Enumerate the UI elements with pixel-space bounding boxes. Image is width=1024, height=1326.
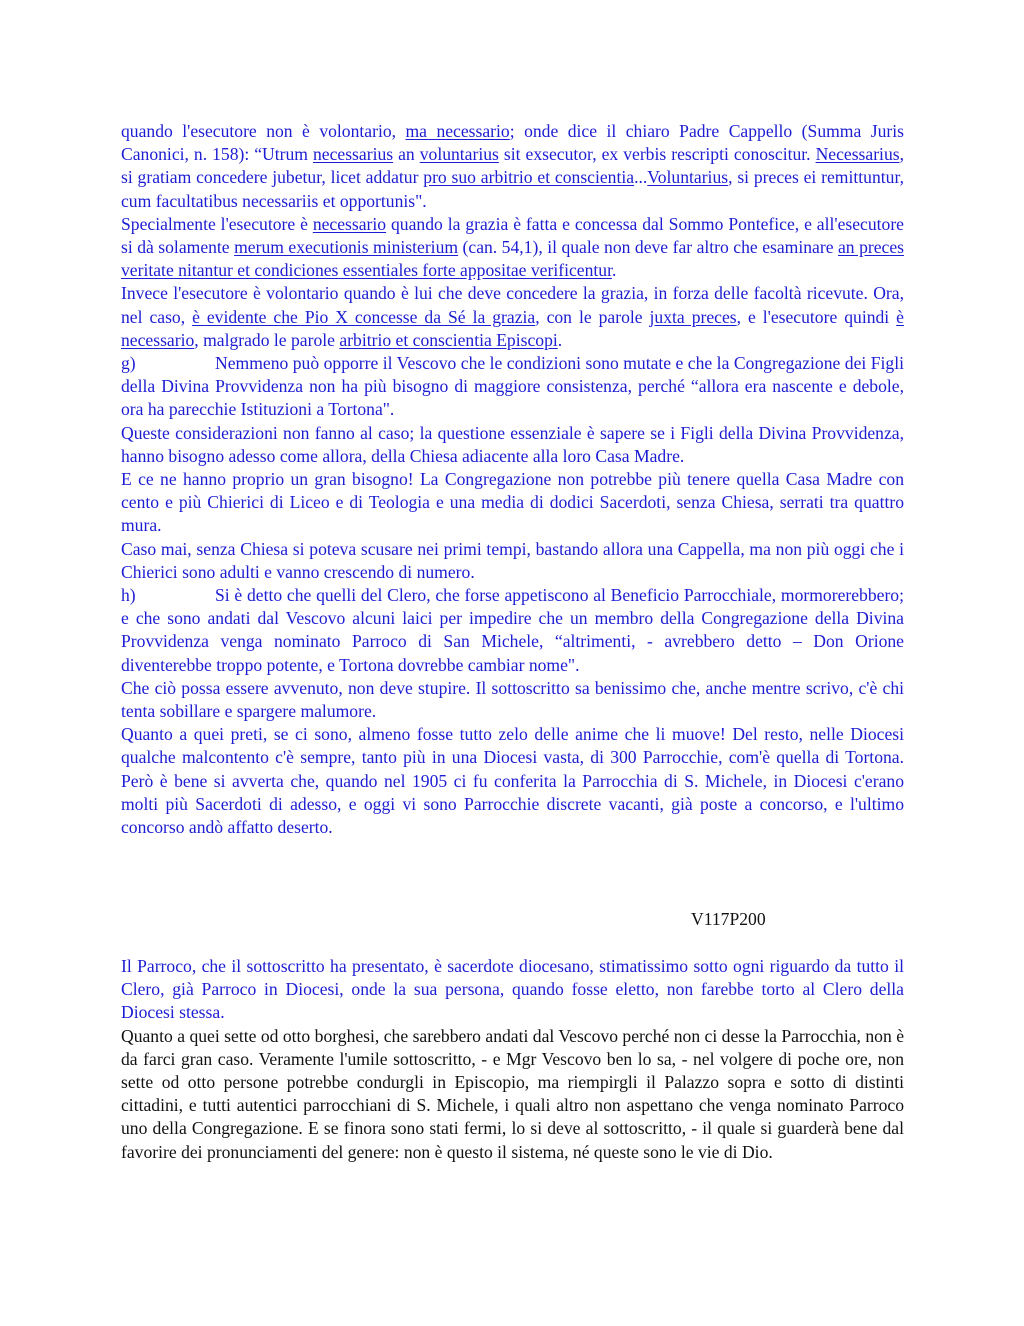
underlined-phrase: voluntarius (419, 144, 499, 165)
paragraph-parroco: Il Parroco, che il sottoscritto ha presentato, è sacerdote diocesano, stimatissimo sotto ogni riguardo da tutto il Clero, già Parroco in Diocesi, onde la sua persona, quando fosse eletto, non farebbe torto al Clero della Diocesi stessa. (121, 956, 904, 1023)
underlined-phrase: Necessarius (815, 144, 900, 165)
list-label: g) (121, 353, 136, 374)
underlined-phrase: arbitrio et conscientia Episcopi (339, 329, 558, 350)
underlined-phrase: ma necessario (405, 121, 510, 141)
underlined-phrase: Voluntarius (647, 167, 729, 188)
paragraph-caso-mai: Caso mai, senza Chiesa si poteva scusare nei primi tempi, bastando allora una Cappella, ma non più oggi che i Chierici sono adulti e vanno crescendo di numero. (121, 538, 904, 582)
paragraph-quei-preti: Quanto a quei preti, se ci sono, almeno fosse tutto zelo delle anime che li muove! Del resto, nelle Diocesi qualche malcontento c'è sempre, tanto più in una Diocesi vasta, di 300 Parrocchie, com'è quella di Tortona. Però è bene si avverta che, quando nel 1905 ci fu conferita la Parrocchia di S. Michele, in Diocesi c'erano molti più Sacerdoti di adesso, e oggi vi sono Parrocchie discrete vacanti, già poste a concorso, e l'ultimo concorso andò affatto deserto. (121, 724, 904, 838)
underlined-phrase: pro suo arbitrio et conscientia (423, 167, 635, 188)
underlined-phrase: necessarius (312, 144, 394, 165)
underlined-phrase: merum executionis ministerium (234, 237, 459, 258)
underlined-phrase: è necessario (121, 306, 904, 350)
list-label: h) (121, 585, 136, 606)
paragraph-cappello-quote: quando l'esecutore non è volontario, ma necessario; onde dice il chiaro Padre Cappello (Summa Juris Canonici, n. 158): “Utrum necessarius an voluntarius sit exsecutor, ex verbis rescripti conoscitur. Necessarius, si gratiam concedere jubetur, licet addatur pro suo arbitrio et conscientia...Voluntarius, si preces ei remittuntur, cum facultatibus necessariis et opportunis". (121, 121, 904, 211)
underlined-phrase: juxta preces (649, 306, 737, 327)
paragraph-borghesi: Quanto a quei sette od otto borghesi, che sarebbero andati dal Vescovo perché non ci desse la Parrocchia, non è da farci gran caso. Veramente l'umile sottoscritto, - e Mgr Vescovo ben lo sa, - nel volgere di poche ore, non sette od otto persone potrebbe condurgli in Episcopio, ma riempirgli il Palazzo sopra e sotto di distinti cittadini, e tutti autentici parrocchiani di S. Michele, i quali altro non aspettano che venga nominato Parroco uno della Congregazione. E se finora sono stati fermi, lo si deve al sottoscritto, - il quale si guarderà bene dal favorire dei pronunciamenti del genere: non è questo il sistema, né queste sono le vie di Dio. (121, 1025, 904, 1162)
page-reference: V117P200 (691, 909, 766, 929)
paragraph-esecutore-volontario: Invece l'esecutore è volontario quando è lui che deve concedere la grazia, in forza delle facoltà ricevute. Ora, nel caso, è evidente che Pio X concesse da Sé la grazia, con le parole juxta preces, e l'esecutore quindi è necessario, malgrado le parole arbitrio et conscientia Episcopi. (121, 283, 904, 350)
paragraph-esecutore-necessario: Specialmente l'esecutore è necessario quando la grazia è fatta e concessa dal Sommo Pontefice, e all'esecutore si dà solamente merum executionis ministerium (can. 54,1), il quale non deve far altro che esaminare an preces veritate nitantur et condiciones essentiales forte appositae verificentur. (121, 213, 905, 281)
closing-text-block (121, 955, 904, 1164)
paragraph-point-g: g) Nemmeno può opporre il Vescovo che le condizioni sono mutate e che la Congregazione dei Figli della Divina Provvidenza non ha più bisogno di maggiore consistenza, perché “allora era nascente e debole, ora ha parecchie Istituzioni a Tortona". (121, 353, 904, 420)
paragraph-gran-bisogno: E ce ne hanno proprio un gran bisogno! La Congregazione non potrebbe più tenere quella Casa Madre con cento e più Chierici di Liceo e di Teologia e una media di dodici Sacerdoti, senza Chiesa, serrati tra quattro mura. (121, 469, 904, 536)
blue-text-block (121, 120, 904, 839)
underlined-phrase: an preces veritate nitantur et condiciones essentiales forte appositae verificentur (121, 237, 905, 281)
underlined-phrase: necessario (312, 213, 387, 234)
paragraph-avvenuto: Che ciò possa essere avvenuto, non deve stupire. Il sottoscritto sa benissimo che, anche mentre scrivo, c'è chi tenta sobillare e spargere malumore. (121, 677, 904, 722)
paragraph-considerazioni: Queste considerazioni non fanno al caso; la questione essenziale è sapere se i Figli della Divina Provvidenza, hanno bisogno adesso come allora, della Chiesa adiacente alla loro Casa Madre. (121, 422, 904, 466)
paragraph-point-h: h) Si è detto che quelli del Clero, che forse appetiscono al Beneficio Parrocchiale, mormorerebbero; e che sono andati dal Vescovo alcuni laici per impedire che un membro della Congregazione della Divina Provvidenza venga nominato Parroco di San Michele, “altrimenti, - avrebbero detto – Don Orione diventerebbe troppo potente, e Tortona dovrebbe cambiar nome". (121, 585, 904, 675)
underlined-phrase: è evidente che Pio X concesse da Sé la grazia (192, 306, 536, 327)
